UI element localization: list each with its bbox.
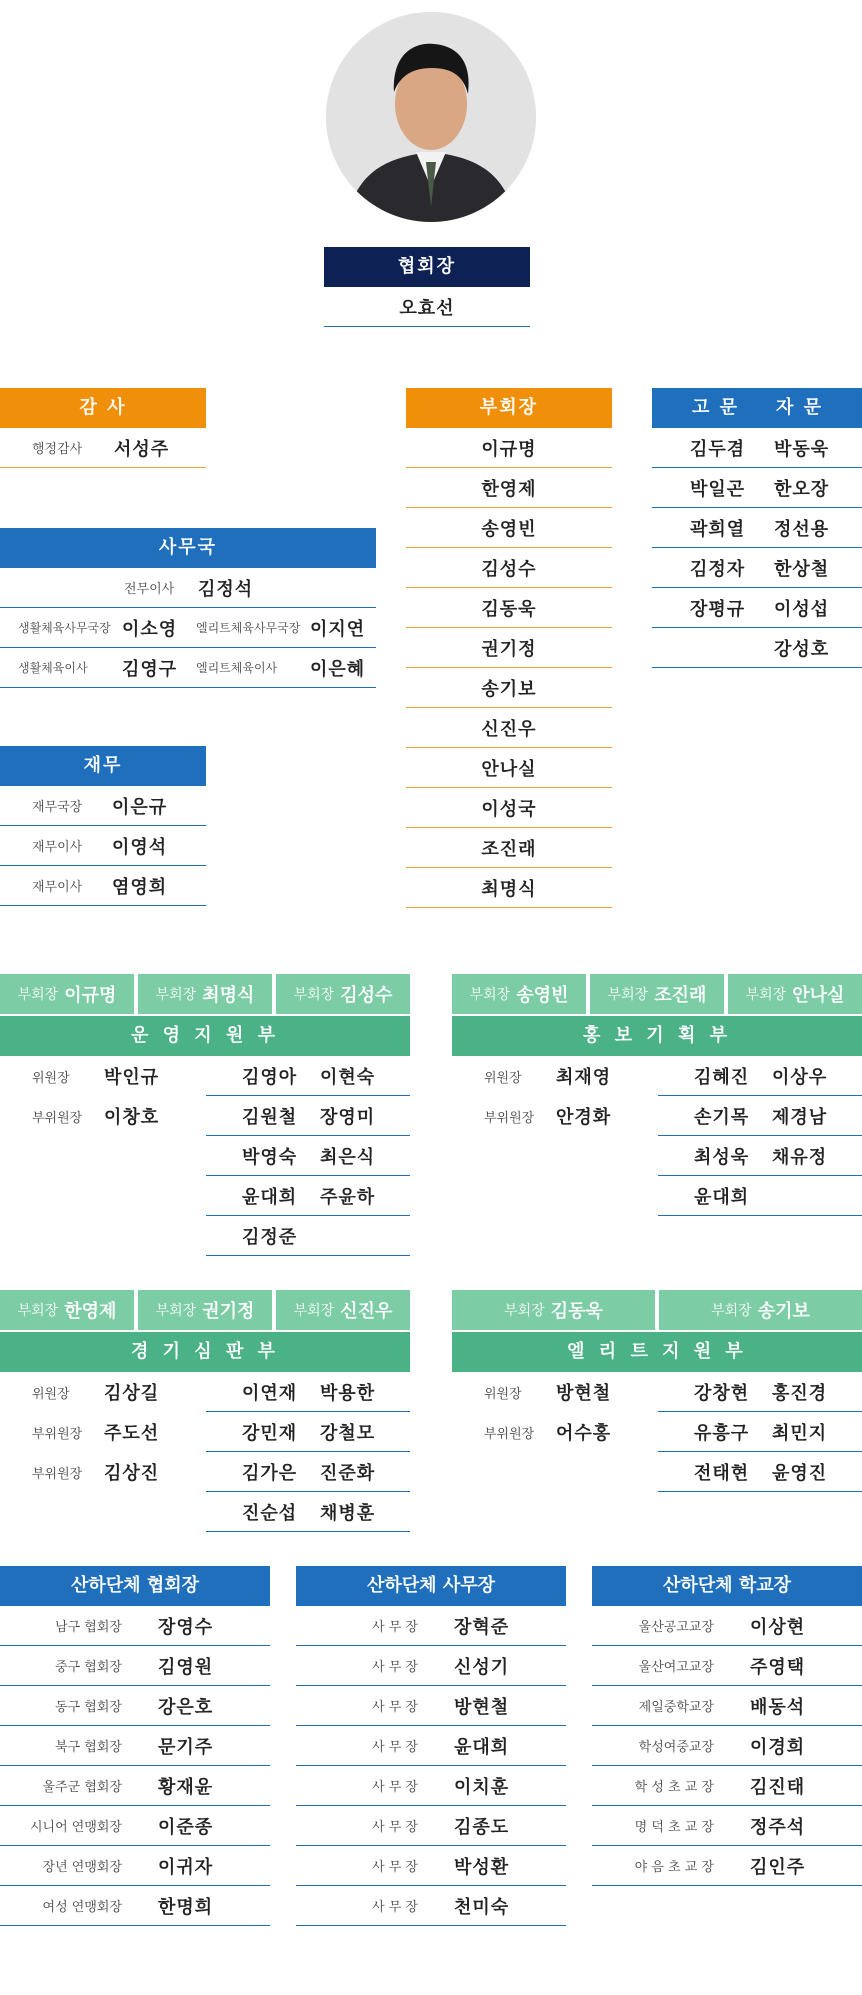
affiliate-row xyxy=(0,1606,270,1646)
vice-president-tag xyxy=(728,974,862,1014)
secretariat-name: 이소영 xyxy=(122,618,178,640)
department-title: 운 영 지 원 부 xyxy=(0,1016,410,1056)
leader-name: 김상길 xyxy=(104,1383,160,1404)
leader-name: 어수홍 xyxy=(556,1423,612,1444)
member-name: 강민재 xyxy=(242,1422,298,1444)
advisor-name: 김정자 xyxy=(690,558,746,580)
vice-president-row xyxy=(406,788,612,828)
audit-row xyxy=(0,428,206,468)
secretariat-name: 김영구 xyxy=(122,658,178,680)
vice-president-name: 신진우 xyxy=(481,718,537,740)
department-member-row xyxy=(658,1412,862,1452)
affiliate-row xyxy=(592,1766,862,1806)
vice-president-header: 부회장 xyxy=(406,388,612,428)
vice-president-name: 한영제 xyxy=(481,478,537,500)
vice-president-tag-label: 부회장 xyxy=(745,987,787,1003)
advisor-name: 박일곤 xyxy=(690,478,746,500)
member-name: 손기목 xyxy=(694,1106,750,1128)
vice-president-tag-name: 이규명 xyxy=(64,985,117,1006)
finance-role: 재무국장 xyxy=(32,800,83,815)
vice-president-row xyxy=(406,468,612,508)
consultant-name: 박동욱 xyxy=(774,438,830,460)
affiliate-header: 산하단체 사무장 xyxy=(296,1566,566,1606)
department-leader-row xyxy=(0,1372,200,1412)
secretariat-role: 전무이사 xyxy=(124,582,175,597)
leader-role: 위원장 xyxy=(484,1070,522,1086)
vice-president-tag-label: 부회장 xyxy=(607,987,649,1003)
vice-president-tag-label: 부회장 xyxy=(155,1303,197,1319)
member-name: 주윤하 xyxy=(320,1186,376,1208)
leader-role: 부위원장 xyxy=(32,1110,83,1126)
vice-president-tag-name: 신진우 xyxy=(340,1301,393,1322)
vice-president-tag-name: 송기보 xyxy=(757,1301,810,1322)
member-name: 김원철 xyxy=(242,1106,298,1128)
department-member-row xyxy=(658,1056,862,1096)
vice-president-name: 이성국 xyxy=(481,798,537,820)
president-photo xyxy=(326,12,536,222)
leader-name: 주도선 xyxy=(104,1423,160,1444)
vice-president-name: 조진래 xyxy=(481,838,537,860)
leader-role: 위원장 xyxy=(484,1386,522,1402)
department-member-row xyxy=(658,1096,862,1136)
finance-row xyxy=(0,866,206,906)
affiliate-row xyxy=(0,1846,270,1886)
vice-president-row xyxy=(406,508,612,548)
member-name: 이현숙 xyxy=(320,1066,376,1088)
affiliate-role: 시니어 연맹회장 xyxy=(29,1820,122,1835)
affiliate-row xyxy=(592,1806,862,1846)
leader-name: 이창호 xyxy=(104,1107,160,1128)
affiliate-row xyxy=(592,1846,862,1886)
member-name: 최성욱 xyxy=(694,1146,750,1168)
finance-role: 재무이사 xyxy=(32,880,83,895)
vice-president-name: 이규명 xyxy=(481,438,537,460)
department-leader-row xyxy=(452,1096,652,1136)
department-title: 엘 리 트 지 원 부 xyxy=(452,1332,862,1372)
vice-president-tag-name: 김성수 xyxy=(340,985,393,1006)
affiliate-row xyxy=(0,1726,270,1766)
vice-president-tag-name: 안나실 xyxy=(792,985,845,1006)
affiliate-role: 사 무 장 xyxy=(372,1900,418,1915)
affiliate-role: 울산공고교장 xyxy=(638,1620,714,1635)
vice-president-name: 송기보 xyxy=(481,678,537,700)
affiliate-role: 사 무 장 xyxy=(372,1660,418,1675)
affiliate-role: 사 무 장 xyxy=(372,1860,418,1875)
advisor-row xyxy=(652,628,862,668)
vice-president-row xyxy=(406,588,612,628)
advisor-row xyxy=(652,548,862,588)
vice-president-row xyxy=(406,668,612,708)
vice-president-tag-label: 부회장 xyxy=(17,987,59,1003)
advisor-name: 장평규 xyxy=(690,598,746,620)
department-member-row xyxy=(206,1096,410,1136)
vice-president-tag-label: 부회장 xyxy=(17,1303,59,1319)
affiliate-name: 윤대희 xyxy=(454,1736,510,1758)
secretariat-row-2 xyxy=(0,608,376,648)
affiliate-row xyxy=(0,1766,270,1806)
member-name: 채유정 xyxy=(772,1146,828,1168)
affiliate-name: 이상현 xyxy=(750,1616,806,1638)
advisor-name: 김두겸 xyxy=(690,438,746,460)
member-name: 박영숙 xyxy=(242,1146,298,1168)
leader-name: 김상진 xyxy=(104,1463,160,1484)
vice-president-name: 최명식 xyxy=(481,878,537,900)
department-title: 경 기 심 판 부 xyxy=(0,1332,410,1372)
vice-president-name: 김동욱 xyxy=(481,598,537,620)
department-member-row xyxy=(206,1176,410,1216)
member-name: 강철모 xyxy=(320,1422,376,1444)
affiliate-row xyxy=(296,1886,566,1926)
affiliate-row xyxy=(0,1806,270,1846)
affiliate-name: 장영수 xyxy=(158,1616,214,1638)
leader-name: 박인규 xyxy=(104,1067,160,1088)
vice-president-row xyxy=(406,868,612,908)
member-name: 제경남 xyxy=(772,1106,828,1128)
vice-president-name: 권기정 xyxy=(481,638,537,660)
secretariat-name: 이지연 xyxy=(310,618,366,640)
affiliate-name: 주영택 xyxy=(750,1656,806,1678)
advisor-name: 곽희열 xyxy=(690,518,746,540)
department-member-row xyxy=(658,1452,862,1492)
vice-president-tag xyxy=(0,974,134,1014)
audit-name: 서성주 xyxy=(114,438,170,460)
finance-role: 재무이사 xyxy=(32,840,83,855)
affiliate-role: 사 무 장 xyxy=(372,1620,418,1635)
affiliate-row xyxy=(592,1646,862,1686)
affiliate-row xyxy=(296,1766,566,1806)
finance-name: 염영희 xyxy=(112,876,168,898)
member-name: 장영미 xyxy=(320,1106,376,1128)
advisor-title: 고 문 xyxy=(692,397,740,418)
affiliate-name: 이경희 xyxy=(750,1736,806,1758)
affiliate-role: 중구 협회장 xyxy=(55,1660,122,1675)
vice-president-row xyxy=(406,428,612,468)
finance-header: 재무 xyxy=(0,746,206,786)
affiliate-role: 남구 협회장 xyxy=(55,1620,122,1635)
affiliate-header: 산하단체 학교장 xyxy=(592,1566,862,1606)
affiliate-name: 신성기 xyxy=(454,1656,510,1678)
consultant-name: 정선용 xyxy=(774,518,830,540)
secretariat-row-1 xyxy=(0,568,376,608)
vice-president-tag-name: 김동욱 xyxy=(550,1301,603,1322)
affiliate-name: 강은호 xyxy=(158,1696,214,1718)
vice-president-row xyxy=(406,708,612,748)
affiliate-row xyxy=(296,1726,566,1766)
vice-president-name: 송영빈 xyxy=(481,518,537,540)
vice-president-tag-label: 부회장 xyxy=(504,1303,545,1319)
department-member-row xyxy=(206,1452,410,1492)
affiliate-name: 천미숙 xyxy=(454,1896,510,1918)
advisor-row xyxy=(652,468,862,508)
member-name: 이연재 xyxy=(242,1382,298,1404)
affiliate-name: 이준종 xyxy=(158,1816,214,1838)
leader-role: 부위원장 xyxy=(484,1110,535,1126)
affiliate-name: 김인주 xyxy=(750,1856,806,1878)
secretariat-row-3 xyxy=(0,648,376,688)
member-name: 윤영진 xyxy=(772,1462,828,1484)
member-name: 김가은 xyxy=(242,1462,298,1484)
president-name: 오효선 xyxy=(399,297,455,319)
audit-role: 행정감사 xyxy=(32,442,83,457)
vice-president-tag-label: 부회장 xyxy=(469,987,511,1003)
affiliate-row xyxy=(592,1606,862,1646)
president-portrait-icon xyxy=(326,12,536,222)
affiliate-row xyxy=(296,1806,566,1846)
vice-president-tag xyxy=(0,1290,134,1330)
affiliate-row xyxy=(0,1646,270,1686)
president-title: 협회장 xyxy=(324,247,530,287)
department-member-row xyxy=(206,1372,410,1412)
vice-president-tag-label: 부회장 xyxy=(155,987,197,1003)
secretariat-role: 엘리트체육이사 xyxy=(196,661,278,675)
advisor-header xyxy=(652,388,862,428)
affiliate-row xyxy=(592,1686,862,1726)
affiliate-name: 정주석 xyxy=(750,1816,806,1838)
affiliate-row xyxy=(0,1686,270,1726)
department-member-row xyxy=(206,1492,410,1532)
vice-president-tag xyxy=(138,974,272,1014)
affiliate-role: 야 음 초 교 장 xyxy=(634,1860,714,1875)
department-member-row xyxy=(206,1056,410,1096)
advisor-row xyxy=(652,588,862,628)
affiliate-name: 배동석 xyxy=(750,1696,806,1718)
member-name: 유흥구 xyxy=(694,1422,750,1444)
secretariat-role: 생활체육이사 xyxy=(18,661,88,675)
department-title: 홍 보 기 획 부 xyxy=(452,1016,862,1056)
vice-president-tag-name: 한영제 xyxy=(64,1301,117,1322)
vice-president-tag xyxy=(276,974,410,1014)
affiliate-role: 울산여고교장 xyxy=(638,1660,714,1675)
affiliate-row xyxy=(296,1846,566,1886)
affiliate-role: 사 무 장 xyxy=(372,1700,418,1715)
secretariat-role: 엘리트체육사무국장 xyxy=(196,621,301,635)
department-member-row xyxy=(658,1176,862,1216)
vice-president-tag xyxy=(590,974,724,1014)
affiliate-row xyxy=(296,1606,566,1646)
advisor-row xyxy=(652,428,862,468)
leader-role: 위원장 xyxy=(32,1070,70,1086)
member-name: 전태현 xyxy=(694,1462,750,1484)
department-leader-row xyxy=(0,1056,200,1096)
advisor-row xyxy=(652,508,862,548)
affiliate-role: 명 덕 초 교 장 xyxy=(634,1820,714,1835)
consultant-name: 한오장 xyxy=(774,478,830,500)
leader-role: 부위원장 xyxy=(484,1426,535,1442)
affiliate-name: 이귀자 xyxy=(158,1856,214,1878)
affiliate-name: 문기주 xyxy=(158,1736,214,1758)
affiliate-name: 김영원 xyxy=(158,1656,214,1678)
member-name: 최은식 xyxy=(320,1146,376,1168)
vice-president-tag xyxy=(452,1290,655,1330)
department-member-row xyxy=(658,1136,862,1176)
vice-president-row xyxy=(406,628,612,668)
secretariat-role: 생활체육사무국장 xyxy=(18,621,111,635)
finance-row xyxy=(0,826,206,866)
affiliate-name: 박성환 xyxy=(454,1856,510,1878)
leader-role: 위원장 xyxy=(32,1386,70,1402)
department-leader-row xyxy=(452,1372,652,1412)
vice-president-name: 김성수 xyxy=(481,558,537,580)
department-leader-row xyxy=(0,1096,200,1136)
leader-name: 최재영 xyxy=(556,1067,612,1088)
leader-name: 안경화 xyxy=(556,1107,612,1128)
affiliate-name: 황재윤 xyxy=(158,1776,214,1798)
affiliate-name: 방현철 xyxy=(454,1696,510,1718)
member-name: 최민지 xyxy=(772,1422,828,1444)
department-leader-row xyxy=(0,1452,200,1492)
vice-president-tag xyxy=(276,1290,410,1330)
vice-president-tag-label: 부회장 xyxy=(293,987,335,1003)
affiliate-name: 한명희 xyxy=(158,1896,214,1918)
member-name: 진순섭 xyxy=(242,1502,298,1524)
secretariat-name: 이은혜 xyxy=(310,658,366,680)
affiliate-row xyxy=(592,1726,862,1766)
vice-president-name: 안나실 xyxy=(481,758,537,780)
member-name: 김혜진 xyxy=(694,1066,750,1088)
member-name: 홍진경 xyxy=(772,1382,828,1404)
affiliate-name: 김종도 xyxy=(454,1816,510,1838)
member-name: 이상우 xyxy=(772,1066,828,1088)
member-name: 김영아 xyxy=(242,1066,298,1088)
member-name: 박용한 xyxy=(320,1382,376,1404)
affiliate-role: 여성 연맹회장 xyxy=(42,1900,122,1915)
affiliate-row xyxy=(0,1886,270,1926)
vice-president-tag xyxy=(452,974,586,1014)
affiliate-name: 이치훈 xyxy=(454,1776,510,1798)
affiliate-role: 사 무 장 xyxy=(372,1740,418,1755)
vice-president-row xyxy=(406,748,612,788)
affiliate-role: 장년 연맹회장 xyxy=(42,1860,122,1875)
consultant-name: 이성섭 xyxy=(774,598,830,620)
vice-president-tag-name: 조진래 xyxy=(654,985,707,1006)
vice-president-tag-name: 송영빈 xyxy=(516,985,569,1006)
vice-president-tag xyxy=(659,1290,862,1330)
department-leader-row xyxy=(0,1412,200,1452)
member-name: 김정준 xyxy=(242,1226,298,1248)
department-leader-row xyxy=(452,1056,652,1096)
member-name: 윤대희 xyxy=(694,1186,750,1208)
leader-name: 방현철 xyxy=(556,1383,612,1404)
affiliate-role: 동구 협회장 xyxy=(55,1700,122,1715)
affiliate-header: 산하단체 협회장 xyxy=(0,1566,270,1606)
president-name-row xyxy=(324,287,530,327)
consultant-name: 한상철 xyxy=(774,558,830,580)
finance-name: 이영석 xyxy=(112,836,168,858)
vice-president-tag-label: 부회장 xyxy=(711,1303,752,1319)
vice-president-tag-label: 부회장 xyxy=(293,1303,335,1319)
leader-role: 부위원장 xyxy=(32,1426,83,1442)
consultant-title: 자 문 xyxy=(776,397,824,418)
member-name: 진준화 xyxy=(320,1462,376,1484)
affiliate-name: 김진태 xyxy=(750,1776,806,1798)
member-name: 강창현 xyxy=(694,1382,750,1404)
affiliate-role: 제일중학교장 xyxy=(638,1700,714,1715)
affiliate-role: 북구 협회장 xyxy=(55,1740,122,1755)
department-member-row xyxy=(206,1136,410,1176)
affiliate-row xyxy=(296,1646,566,1686)
affiliate-role: 학 성 초 교 장 xyxy=(634,1780,714,1795)
secretariat-header: 사무국 xyxy=(0,528,376,568)
member-name: 채병훈 xyxy=(320,1502,376,1524)
affiliate-role: 울주군 협회장 xyxy=(42,1780,122,1795)
consultant-name: 강성호 xyxy=(774,638,830,660)
finance-row xyxy=(0,786,206,826)
affiliate-role: 사 무 장 xyxy=(372,1780,418,1795)
affiliate-role: 학성여중교장 xyxy=(638,1740,714,1755)
department-member-row xyxy=(206,1216,410,1256)
department-member-row xyxy=(206,1412,410,1452)
finance-name: 이은규 xyxy=(112,796,168,818)
affiliate-role: 사 무 장 xyxy=(372,1820,418,1835)
affiliate-row xyxy=(296,1686,566,1726)
leader-role: 부위원장 xyxy=(32,1466,83,1482)
vice-president-row xyxy=(406,548,612,588)
affiliate-name: 장혁준 xyxy=(454,1616,510,1638)
audit-header: 감 사 xyxy=(0,388,206,428)
department-leader-row xyxy=(452,1412,652,1452)
member-name: 윤대희 xyxy=(242,1186,298,1208)
vice-president-row xyxy=(406,828,612,868)
vice-president-tag-name: 권기정 xyxy=(202,1301,255,1322)
department-member-row xyxy=(658,1372,862,1412)
vice-president-tag xyxy=(138,1290,272,1330)
secretariat-name: 김정석 xyxy=(198,578,254,600)
vice-president-tag-name: 최명식 xyxy=(202,985,255,1006)
